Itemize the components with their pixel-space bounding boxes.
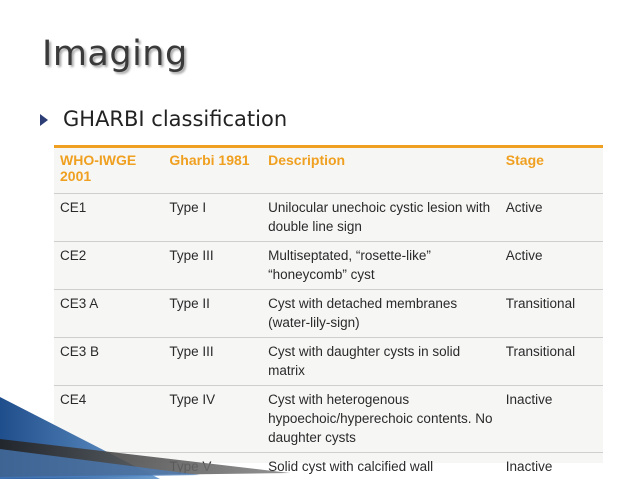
- cell-description: Multiseptated, “rosette-like” “honeycomb” cyst: [262, 242, 500, 290]
- cell-stage: Inactive: [500, 453, 603, 481]
- cell-gharbi: Type II: [163, 290, 262, 338]
- header-stage: Stage: [500, 148, 603, 194]
- corner-decoration: [0, 389, 300, 479]
- table-row: [54, 290, 603, 338]
- cell-who: CE2: [54, 242, 163, 290]
- cell-stage: Transitional: [500, 338, 603, 386]
- cell-gharbi: Type III: [163, 338, 262, 386]
- cell-gharbi: Type III: [163, 242, 262, 290]
- cell-stage: Active: [500, 242, 603, 290]
- cell-description: Cyst with daughter cysts in solid matrix: [262, 338, 500, 386]
- cell-stage: Transitional: [500, 290, 603, 338]
- bullet-arrow-icon: [40, 114, 48, 126]
- cell-gharbi: Type IV: [163, 386, 262, 453]
- header-gharbi: Gharbi 1981: [163, 148, 262, 194]
- slide-title: Imaging: [42, 34, 188, 74]
- cell-who: CE3 B: [54, 338, 163, 386]
- table-row: [54, 338, 603, 386]
- table-header-row: [54, 148, 603, 194]
- cell-description: Solid cyst with calcified wall: [262, 453, 500, 481]
- cell-who: CE1: [54, 194, 163, 242]
- cell-who: CE4: [54, 386, 163, 453]
- bullet-item: [40, 107, 287, 131]
- cell-who: CE3 A: [54, 290, 163, 338]
- bullet-text: GHARBI classification: [63, 107, 287, 131]
- header-description: Description: [262, 148, 500, 194]
- cell-stage: Inactive: [500, 386, 603, 453]
- header-who-iwge: WHO-IWGE 2001: [54, 148, 163, 194]
- cell-description: Unilocular unechoic cystic lesion with double line sign: [262, 194, 500, 242]
- cell-gharbi: Type I: [163, 194, 262, 242]
- table-row: [54, 194, 603, 242]
- cell-description: Cyst with detached membranes (water-lily-sign): [262, 290, 500, 338]
- table-row: [54, 242, 603, 290]
- cell-description: Cyst with heterogenous hypoechoic/hyperechoic contents. No daughter cysts: [262, 386, 500, 453]
- cell-stage: Active: [500, 194, 603, 242]
